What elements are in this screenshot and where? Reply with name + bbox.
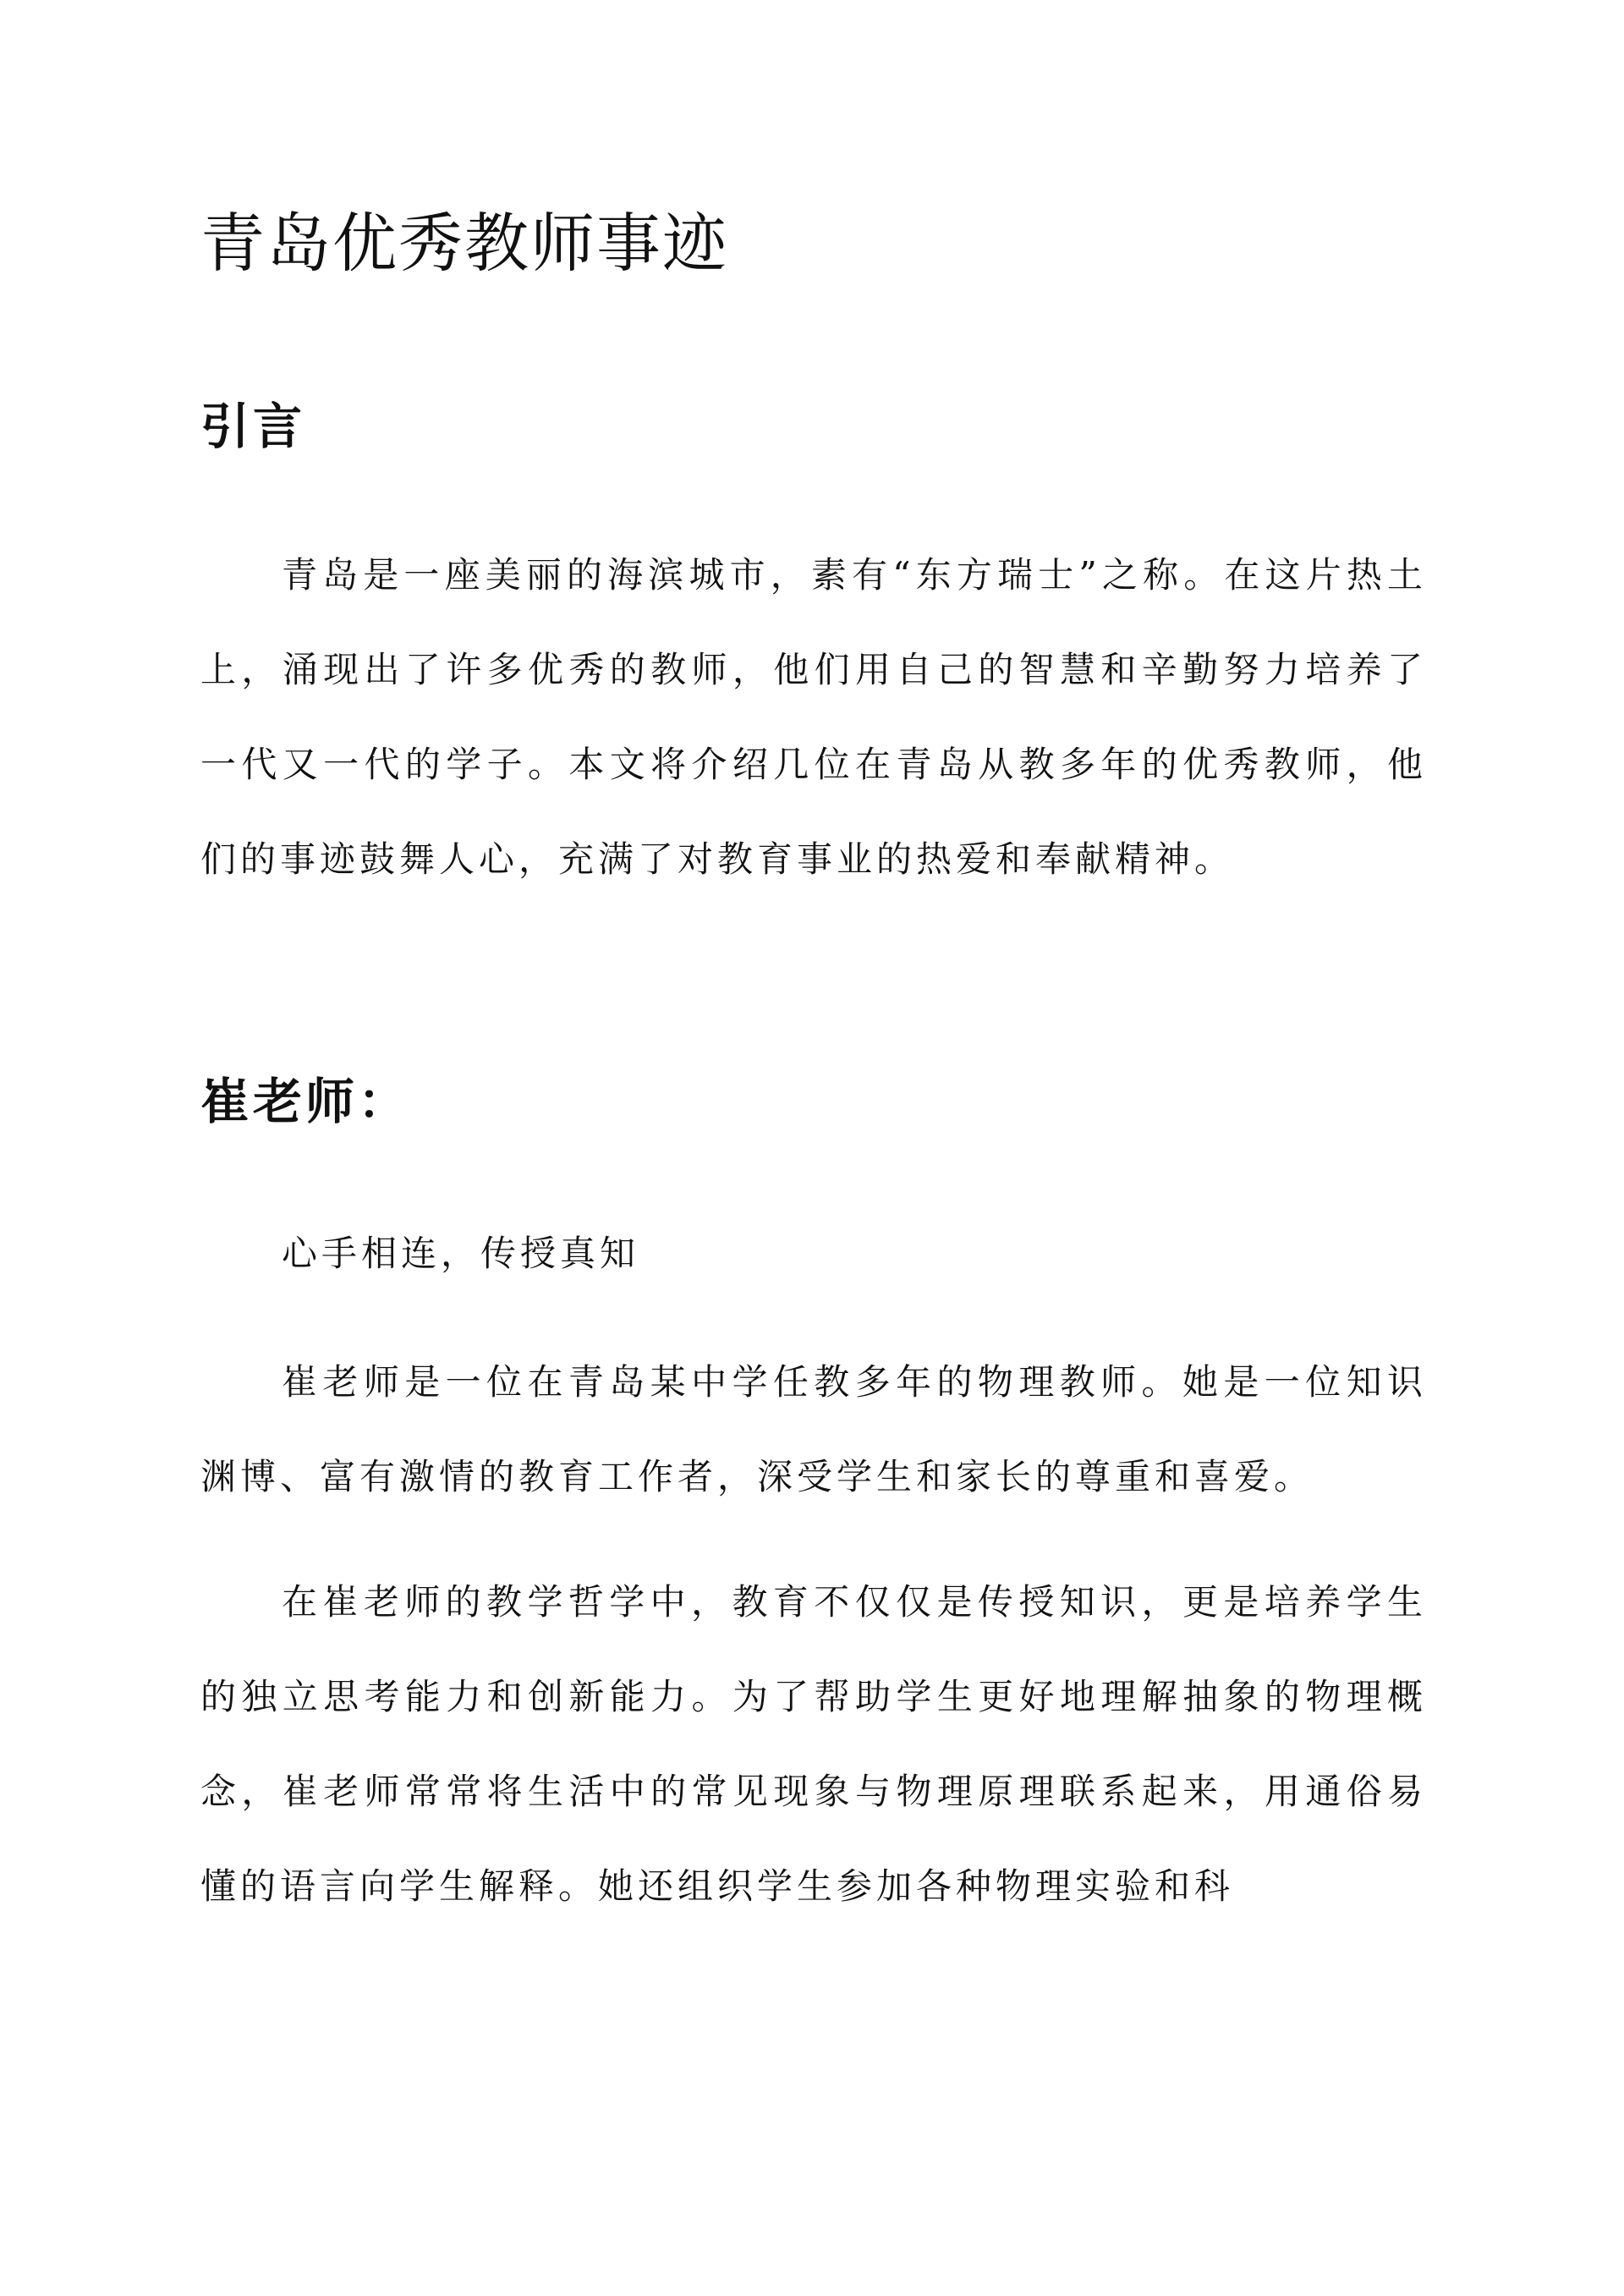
teacher-cui-subtitle: 心手相连，传授真知 [282, 1233, 640, 1274]
intro-paragraph: 青岛是一座美丽的海滨城市，素有“东方瑞士”之称。在这片热土上，涌现出了许多优秀的教师，他们用自己的智慧和辛勤努力培养了一代又一代的学子。本文将介绍几位在青岛从教多年的优秀教师，他们的事迹鼓舞人心，充满了对教育事业的热爱和奉献精神。 [200, 554, 1427, 880]
document-title: 青岛优秀教师事迹 [200, 206, 728, 281]
teacher-cui-paragraph-2: 在崔老师的教学哲学中，教育不仅仅是传授知识，更是培养学生的独立思考能力和创新能力。为了帮助学生更好地理解抽象的物理概念，崔老师常常将生活中的常见现象与物理原理联系起来，用通俗易懂的语言向学生解释。她还组织学生参加各种物理实验和科 [200, 1581, 1427, 1907]
teacher-cui-paragraph-1: 崔老师是一位在青岛某中学任教多年的物理教师。她是一位知识渊博、富有激情的教育工作者，深受学生和家长的尊重和喜爱。 [200, 1361, 1427, 1497]
teacher-cui-heading: 崔老师： [200, 1073, 411, 1130]
intro-heading: 引言 [200, 398, 306, 455]
